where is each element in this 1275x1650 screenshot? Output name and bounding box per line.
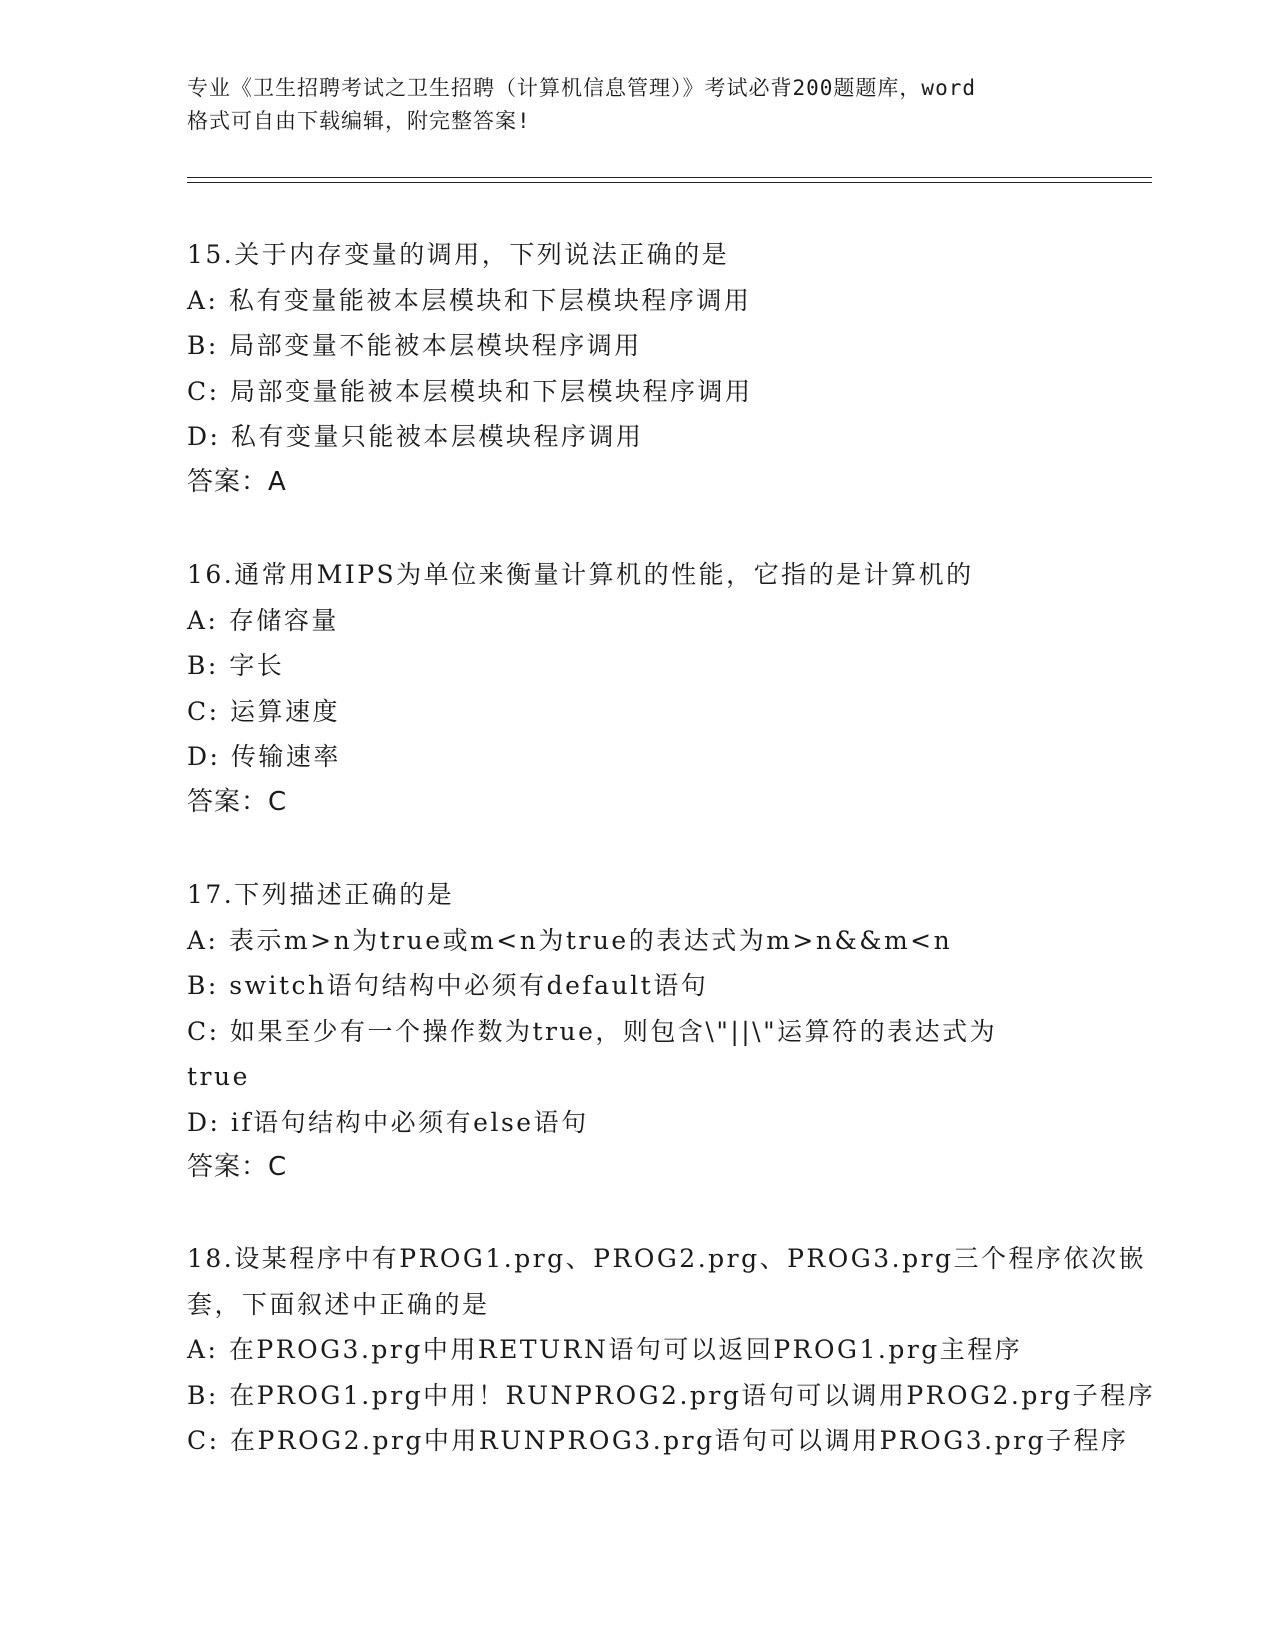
- option-d: D: 私有变量只能被本层模块程序调用: [187, 422, 644, 451]
- question-18: [187, 1236, 1156, 1464]
- header-line-1: 专业《卫生招聘考试之卫生招聘（计算机信息管理）》考试必背200题题库，word: [187, 76, 976, 100]
- question-stem: 18.设某程序中有PROG1.prg、PROG2.prg、PROG3.prg三个程序依次嵌: [187, 1244, 1147, 1273]
- document-header: [187, 72, 1087, 138]
- option-a: A: 表示m>n为true或m<n为true的表达式为m>n&&m<n: [187, 925, 953, 955]
- option-a: A: 在PROG3.prg中用RETURN语句可以返回PROG1.prg主程序: [187, 1335, 1023, 1364]
- question-15: [187, 232, 1087, 505]
- option-a: A: 私有变量能被本层模块和下层模块程序调用: [187, 285, 752, 315]
- option-d: D: 传输速率: [187, 742, 341, 771]
- option-b: B: 局部变量不能被本层模块程序调用: [187, 331, 642, 360]
- question-16: [187, 552, 1087, 825]
- option-c-continued: true: [187, 1062, 250, 1091]
- header-divider-top: [187, 177, 1152, 178]
- option-b: B: switch语句结构中必须有default语句: [187, 971, 709, 1000]
- question-stem-continued: 套，下面叙述中正确的是: [187, 1289, 490, 1319]
- option-c: C: 运算速度: [187, 696, 340, 726]
- option-b: B: 字长: [187, 651, 285, 680]
- option-c: C: 局部变量能被本层模块和下层模块程序调用: [187, 376, 753, 406]
- question-stem: 17.下列描述正确的是: [187, 880, 455, 909]
- question-stem: 16.通常用MIPS为单位来衡量计算机的性能，它指的是计算机的: [187, 560, 974, 589]
- header-line-2: 格式可自由下载编辑，附完整答案!: [187, 109, 531, 133]
- question-stem: 15.关于内存变量的调用，下列说法正确的是: [187, 240, 730, 269]
- option-b: B: 在PROG1.prg中用！RUNPROG2.prg语句可以调用PROG2.prg子程序: [187, 1380, 1156, 1410]
- header-divider-bottom: [187, 182, 1152, 183]
- option-c: C: 如果至少有一个操作数为true，则包含\"||\"运算符的表达式为: [187, 1016, 998, 1046]
- option-c: C: 在PROG2.prg中用RUNPROG3.prg语句可以调用PROG3.prg子程序: [187, 1426, 1129, 1455]
- answer: 答案：A: [187, 466, 287, 497]
- question-17: [187, 872, 1087, 1191]
- option-d: D: if语句结构中必须有else语句: [187, 1107, 589, 1137]
- option-a: A: 存储容量: [187, 605, 339, 635]
- answer: 答案：C: [187, 786, 288, 817]
- answer: 答案：C: [187, 1152, 288, 1182]
